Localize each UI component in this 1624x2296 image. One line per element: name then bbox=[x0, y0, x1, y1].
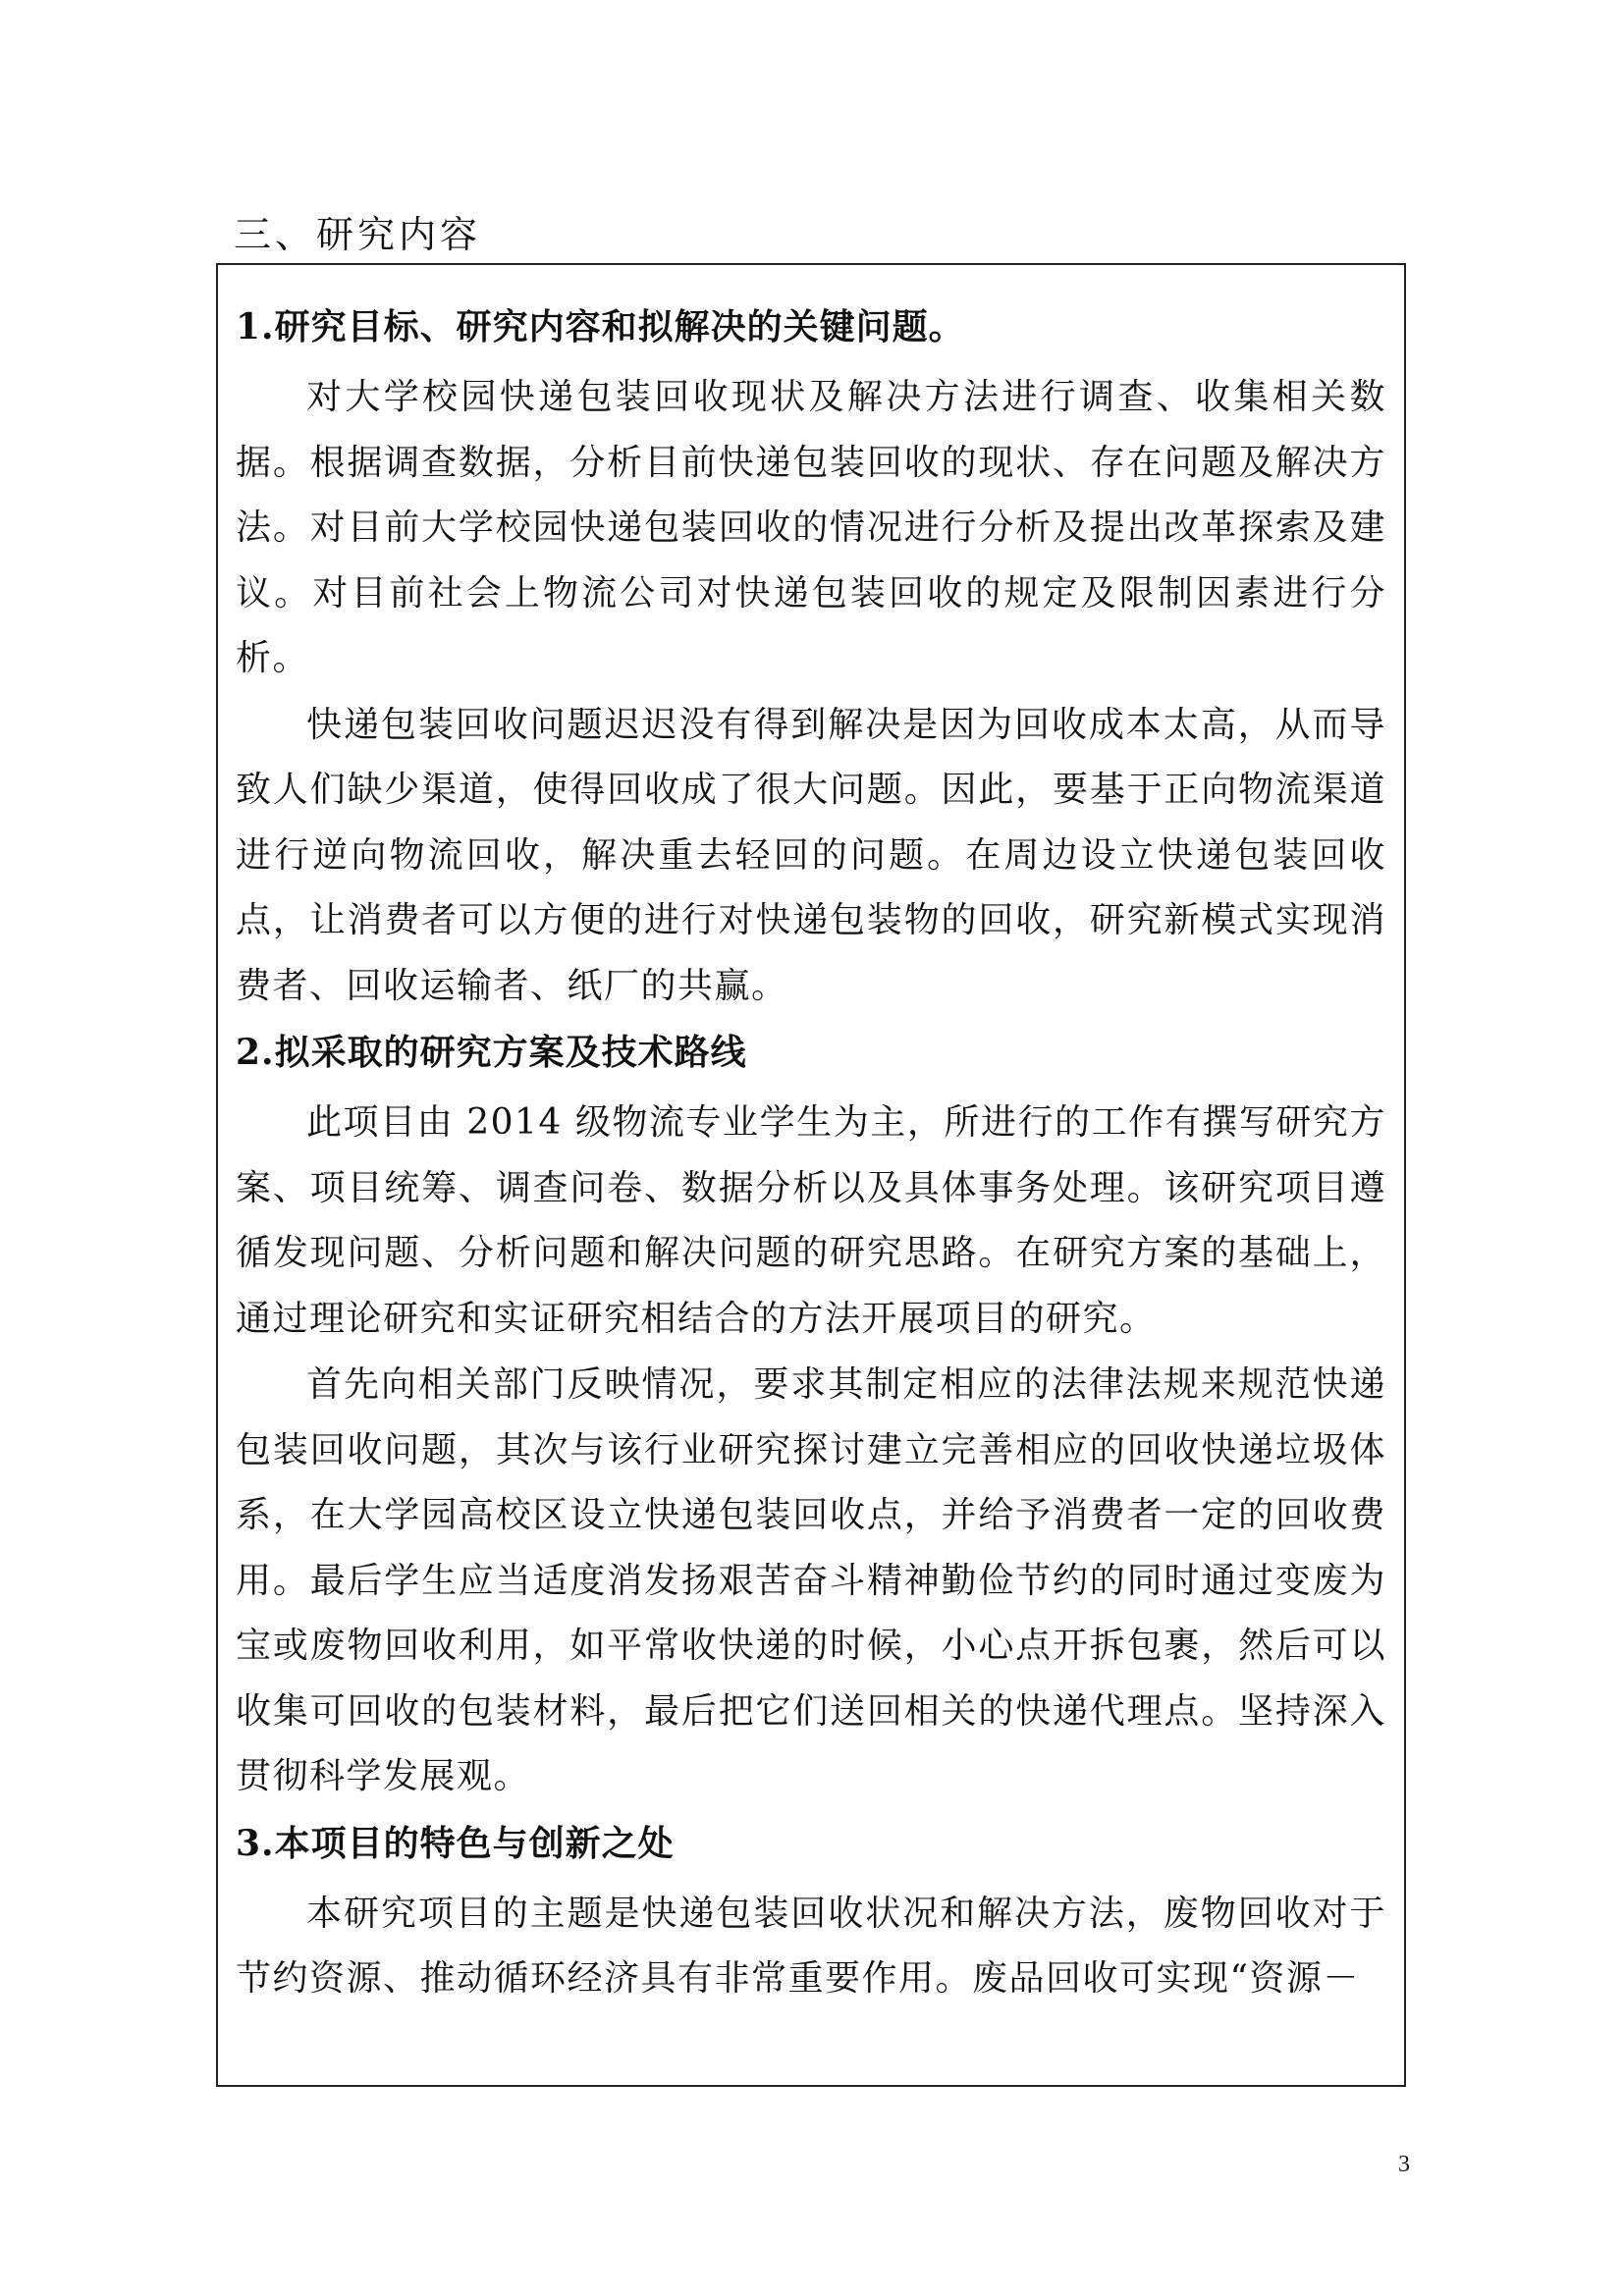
paragraph-objectives-1: 对大学校园快递包装回收现状及解决方法进行调查、收集相关数据。根据调查数据，分析目前快递包装回收的现状、存在问题及解决方法。对目前大学校园快递包装回收的情况进行分析及提出改革探索及建议。对目前社会上物流公司对快递包装回收的规定及限制因素进行分析。 bbox=[236, 377, 1386, 678]
section-title-objectives: 1.研究目标、研究内容和拟解决的关键问题。 bbox=[236, 306, 965, 347]
paragraph-plan-2: 首先向相关部门反映情况，要求其制定相应的法律法规来规范快递包装回收问题，其次与该行业研究探讨建立完善相应的回收快递垃圾体系，在大学园高校区设立快递包装回收点，并给予消费者一定的回收费用。最后学生应当适度消发扬艰苦奋斗精神勤俭节约的同时通过变废为宝或废物回收利用，如平常收快递的时候，小心点开拆包裹，然后可以收集可回收的包装材料，最后把它们送回相关的快递代理点。坚持深入贯彻科学发展观。 bbox=[236, 1364, 1386, 1796]
research-content-table bbox=[216, 263, 1406, 2087]
page-number: 3 bbox=[1398, 2152, 1410, 2177]
paragraph-innovation-1: 本研究项目的主题是快递包装回收状况和解决方法，废物回收对于节约资源、推动循环经济具有非常重要作用。废品回收可实现“资源－ bbox=[236, 1893, 1386, 1999]
section-heading: 三、研究内容 bbox=[234, 213, 482, 256]
paragraph-plan-1: 此项目由 2014 级物流专业学生为主，所进行的工作有撰写研究方案、项目统筹、调查问卷、数据分析以及具体事务处理。该研究项目遵循发现问题、分析问题和解决问题的研究思路。在研究方案的基础上，通过理论研究和实证研究相结合的方法开展项目的研究。 bbox=[236, 1102, 1386, 1339]
section-title-innovation: 3.本项目的特色与创新之处 bbox=[236, 1822, 675, 1864]
section-title-plan: 2.拟采取的研究方案及技术路线 bbox=[236, 1032, 747, 1073]
research-content-body bbox=[236, 294, 1386, 2013]
paragraph-objectives-2: 快递包装回收问题迟迟没有得到解决是因为回收成本太高，从而导致人们缺少渠道，使得回收成了很大问题。因此，要基于正向物流渠道进行逆向物流回收，解决重去轻回的问题。在周边设立快递包装回收点，让消费者可以方便的进行对快递包装物的回收，研究新模式实现消费者、回收运输者、纸厂的共赢。 bbox=[236, 704, 1386, 1006]
